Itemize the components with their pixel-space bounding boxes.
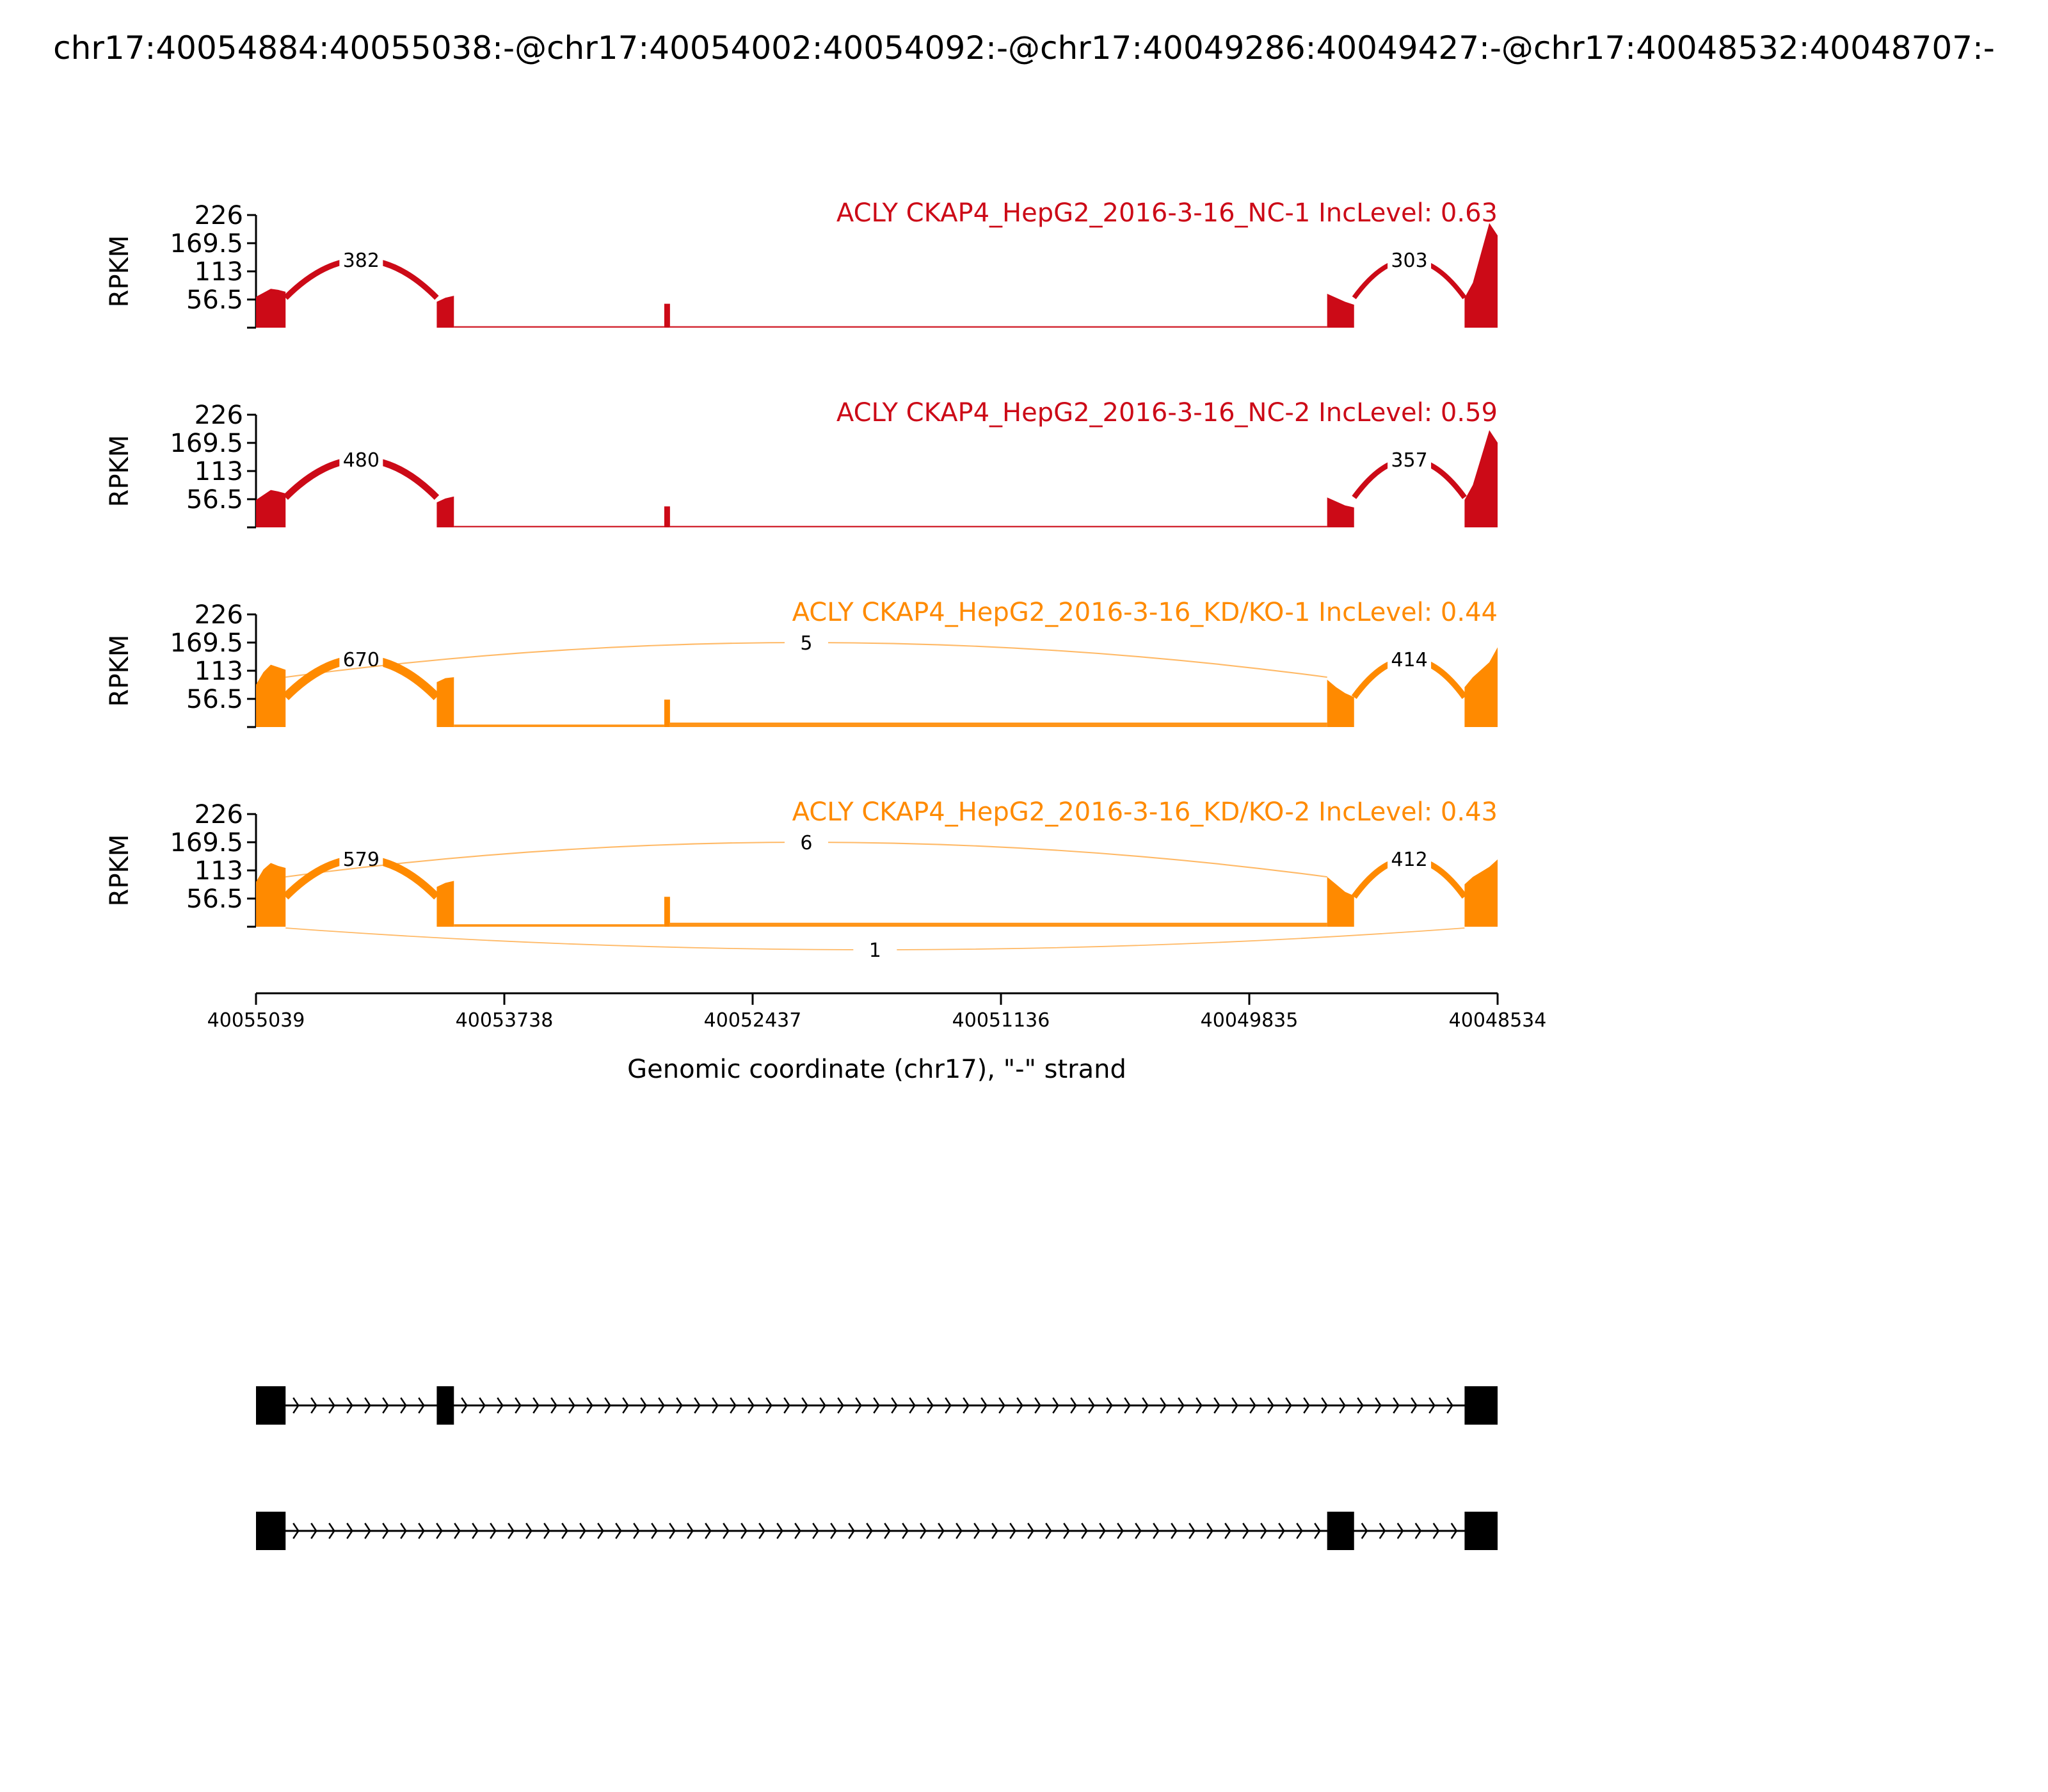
- junction-count: 5: [800, 632, 813, 655]
- x-axis: [207, 993, 1547, 1084]
- coverage-background: [670, 923, 1327, 927]
- coverage-block: [664, 700, 670, 727]
- x-tick-label: 40055039: [207, 1009, 305, 1032]
- y-tick-label: 56.5: [186, 285, 243, 315]
- y-tick-label: 113: [194, 657, 243, 686]
- y-axis-label: RPKM: [105, 634, 134, 707]
- y-tick-label: 226: [194, 800, 243, 829]
- exon-block: [1464, 1512, 1498, 1550]
- coverage-block: [1327, 294, 1354, 328]
- y-tick-label: 226: [194, 201, 243, 230]
- track-label: ACLY CKAP4_HepG2_2016-3-16_KD/KO-2 IncLevel: 0.43: [792, 797, 1498, 827]
- coverage-block: [1464, 647, 1498, 727]
- coverage-background: [454, 924, 664, 927]
- isoform-2: [256, 1512, 1498, 1550]
- y-tick-label: 169.5: [170, 229, 243, 259]
- coverage-background: [454, 326, 664, 328]
- plot-title: chr17:40054884:40055038:-@chr17:40054002:40054092:-@chr17:40049286:40049427:-@chr17:40048532:40048707:-: [53, 29, 1995, 67]
- coverage-block: [256, 863, 285, 927]
- exon-block: [256, 1386, 285, 1425]
- coverage-block: [436, 296, 454, 328]
- coverage-block: [436, 881, 454, 927]
- y-tick-label: 226: [194, 401, 243, 430]
- y-tick-label: 169.5: [170, 429, 243, 458]
- y-tick-label: 169.5: [170, 628, 243, 658]
- track-1: [105, 198, 1498, 328]
- coverage-block: [1327, 680, 1354, 727]
- y-tick-label: 226: [194, 600, 243, 630]
- junction-count: 6: [800, 832, 813, 854]
- y-tick-label: 56.5: [186, 884, 243, 914]
- coverage-block: [256, 665, 285, 727]
- track-label: ACLY CKAP4_HepG2_2016-3-16_KD/KO-1 IncLevel: 0.44: [792, 598, 1498, 627]
- coverage-block: [1464, 223, 1498, 328]
- x-tick-label: 40049835: [1200, 1009, 1299, 1032]
- coverage-background: [454, 724, 664, 727]
- isoform-models: [256, 1386, 1498, 1550]
- coverage-block: [1464, 430, 1498, 527]
- exon-block: [256, 1512, 285, 1550]
- track-2: [105, 398, 1498, 527]
- x-axis-label: Genomic coordinate (chr17), "-" strand: [627, 1055, 1126, 1084]
- coverage-block: [664, 506, 670, 527]
- x-tick-label: 40053738: [455, 1009, 554, 1032]
- coverage-background: [670, 723, 1327, 727]
- x-tick-label: 40048534: [1448, 1009, 1547, 1032]
- coverage-background: [670, 326, 1327, 328]
- coverage-block: [664, 897, 670, 927]
- coverage-background: [454, 526, 664, 527]
- y-tick-label: 113: [194, 856, 243, 886]
- track-label: ACLY CKAP4_HepG2_2016-3-16_NC-1 IncLevel: 0.63: [836, 198, 1498, 228]
- coverage-block: [436, 677, 454, 727]
- y-tick-label: 56.5: [186, 485, 243, 515]
- y-tick-label: 113: [194, 257, 243, 287]
- track-3: [105, 598, 1498, 727]
- junction-count: 414: [1391, 649, 1428, 671]
- coverage-background: [670, 526, 1327, 527]
- exon-block: [1327, 1512, 1354, 1550]
- junction-count: 357: [1391, 449, 1428, 472]
- junction-count: 579: [342, 849, 380, 871]
- track-label: ACLY CKAP4_HepG2_2016-3-16_NC-2 IncLevel: 0.59: [836, 398, 1498, 428]
- junction-count: 303: [1391, 250, 1428, 272]
- junction-count: 382: [342, 250, 380, 272]
- junction-count: 670: [342, 649, 380, 671]
- junction-count: 412: [1391, 849, 1428, 871]
- coverage-block: [1327, 877, 1354, 927]
- junction-count: 480: [342, 449, 380, 472]
- track-4: [105, 797, 1498, 964]
- coverage-block: [436, 497, 454, 527]
- y-axis-label: RPKM: [105, 235, 134, 308]
- y-tick-label: 169.5: [170, 828, 243, 858]
- x-tick-label: 40051136: [952, 1009, 1050, 1032]
- y-tick-label: 56.5: [186, 685, 243, 714]
- coverage-block: [256, 289, 285, 328]
- tracks-layer: [105, 198, 1498, 964]
- y-tick-label: 113: [194, 457, 243, 486]
- y-axis-label: RPKM: [105, 435, 134, 508]
- coverage-block: [1464, 860, 1498, 927]
- coverage-block: [1327, 497, 1354, 527]
- exon-block: [436, 1386, 454, 1425]
- coverage-block: [664, 304, 670, 328]
- y-axis-label: RPKM: [105, 834, 134, 907]
- isoform-1: [256, 1386, 1498, 1425]
- junction-count: 1: [868, 940, 881, 962]
- coverage-block: [256, 490, 285, 527]
- exon-block: [1464, 1386, 1498, 1425]
- x-tick-label: 40052437: [703, 1009, 802, 1032]
